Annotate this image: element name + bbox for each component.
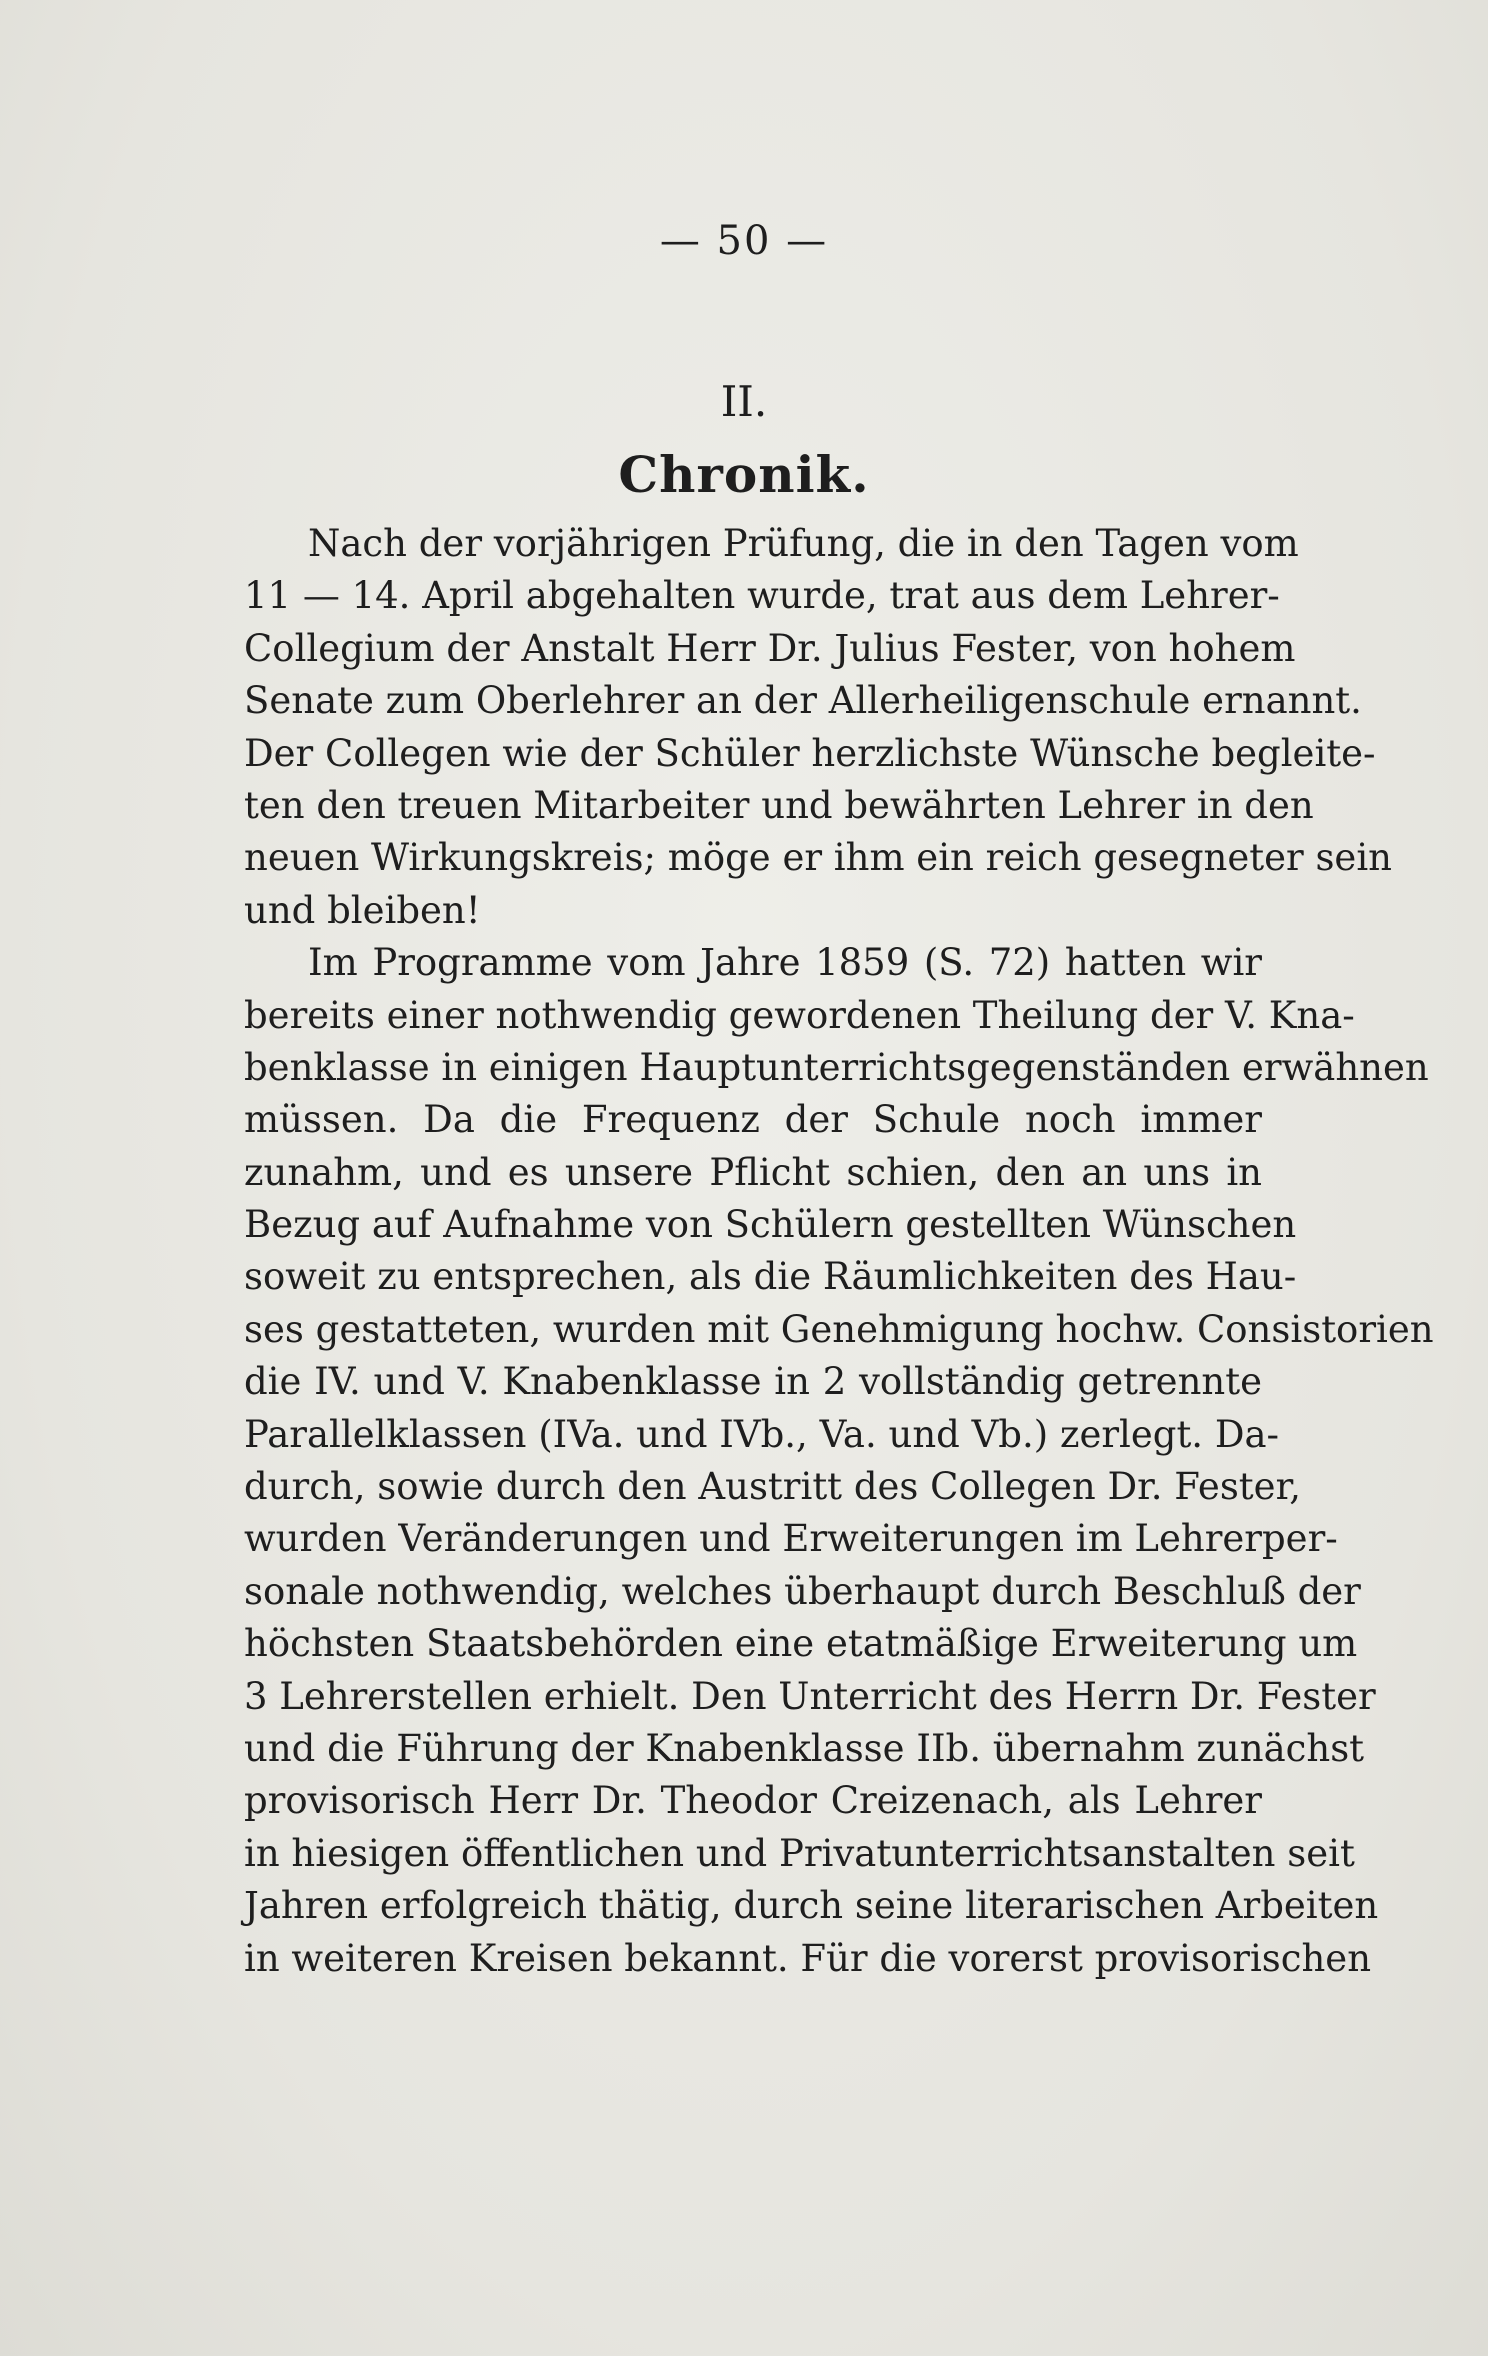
text-line: und bleiben! <box>244 888 481 932</box>
text-line: Jahren erfolgreich thätig, durch seine literarischen Arbeiten <box>244 1884 1379 1928</box>
section-number: II. <box>720 377 768 426</box>
text-line: ses gestatteten, wurden mit Genehmigung hochw. Consistorien <box>244 1307 1434 1351</box>
text-line: 11 — 14. April abgehalten wurde, trat aus dem Lehrer- <box>244 574 1280 618</box>
body-text <box>244 518 1434 1985</box>
text-line: zunahm, und es unsere Pflicht schien, den an uns in <box>244 1150 1262 1194</box>
text-line: 3 Lehrerstellen erhielt. Den Unterricht des Herrn Dr. Fester <box>244 1674 1376 1718</box>
section-title: Chronik. <box>618 445 870 504</box>
text-line: die IV. und V. Knabenklasse in 2 vollständig getrennte <box>244 1360 1262 1404</box>
text-line: und die Führung der Knabenklasse IIb. übernahm zunächst <box>244 1726 1365 1770</box>
text-line: Der Collegen wie der Schüler herzlichste Wünsche begleite- <box>244 731 1376 775</box>
text-line: müssen. Da die Frequenz der Schule noch immer <box>244 1098 1262 1142</box>
text-line: Collegium der Anstalt Herr Dr. Julius Fester, von hohem <box>244 626 1296 670</box>
text-line: wurden Veränderungen und Erweiterungen im Lehrerper- <box>244 1517 1338 1561</box>
text-line: neuen Wirkungskreis; möge er ihm ein reich gesegneter sein <box>244 836 1392 880</box>
text-line: Nach der vorjährigen Prüfung, die in den Tagen vom <box>308 522 1299 565</box>
text-line: ten den treuen Mitarbeiter und bewährten Lehrer in den <box>244 783 1314 827</box>
text-line: provisorisch Herr Dr. Theodor Creizenach, als Lehrer <box>244 1779 1262 1823</box>
text-line: in weiteren Kreisen bekannt. Für die vorerst provisorischen <box>244 1936 1372 1980</box>
text-line: Parallelklassen (IVa. und IVb., Va. und Vb.) zerlegt. Da- <box>244 1412 1280 1456</box>
text-line: durch, sowie durch den Austritt des Collegen Dr. Fester, <box>244 1465 1301 1509</box>
page-number: — 50 — <box>659 218 829 264</box>
text-line: höchsten Staatsbehörden eine etatmäßige Erweiterung um <box>244 1622 1358 1666</box>
text-line: bereits einer nothwendig gewordenen Theilung der V. Kna- <box>244 993 1355 1037</box>
text-line: Im Programme vom Jahre 1859 (S. 72) hatten wir <box>308 941 1262 985</box>
text-line: in hiesigen öffentlichen und Privatunterrichtsanstalten seit <box>244 1831 1355 1875</box>
text-line: soweit zu entsprechen, als die Räumlichkeiten des Hau- <box>244 1255 1297 1299</box>
text-line: sonale nothwendig, welches überhaupt durch Beschluß der <box>244 1569 1361 1613</box>
text-line: Senate zum Oberlehrer an der Allerheiligenschule ernannt. <box>244 679 1362 723</box>
text-line: benklasse in einigen Hauptunterrichtsgegenständen erwähnen <box>244 1045 1429 1089</box>
text-line: Bezug auf Aufnahme von Schülern gestellten Wünschen <box>244 1203 1297 1247</box>
